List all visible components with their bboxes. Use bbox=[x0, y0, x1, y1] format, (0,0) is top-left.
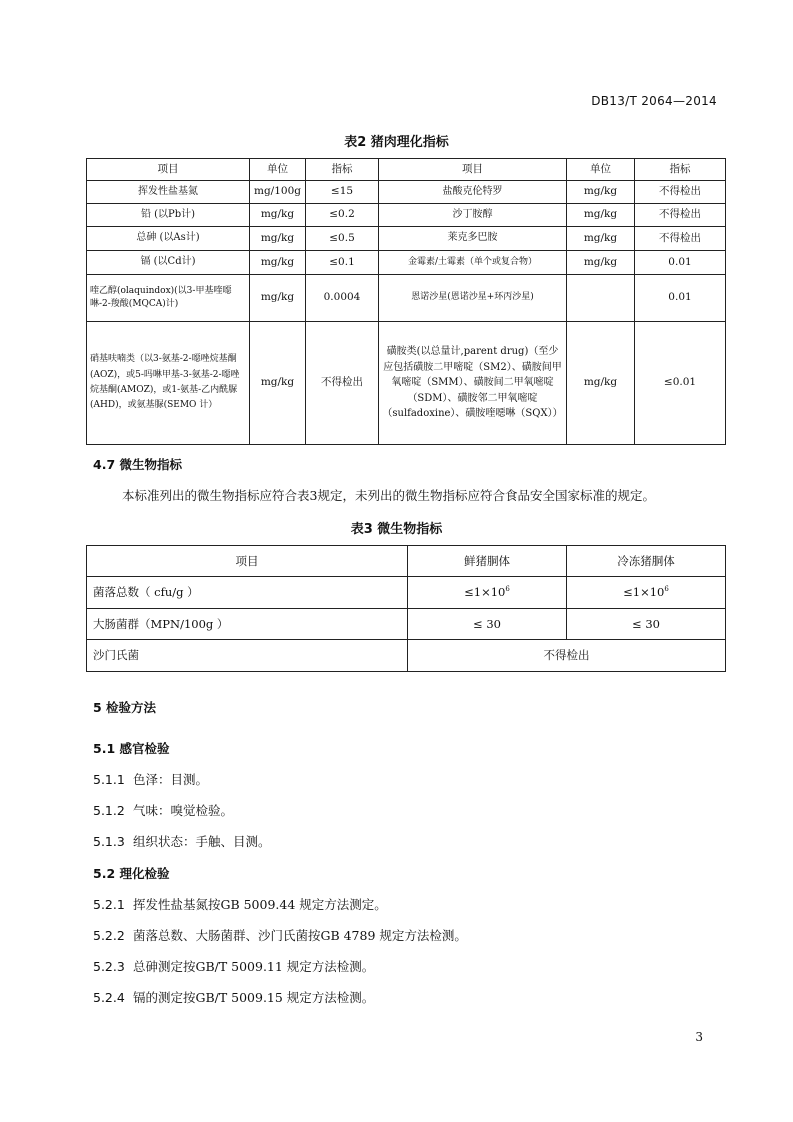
table-cell: mg/kg bbox=[567, 227, 635, 251]
value-text: ≤1×10 bbox=[464, 585, 506, 600]
list-item bbox=[93, 801, 233, 819]
list-item bbox=[93, 957, 374, 975]
table2-caption: 表2 猪肉理化指标 bbox=[344, 135, 449, 150]
header-cell: 单位 bbox=[250, 159, 306, 181]
table-cell bbox=[567, 577, 726, 609]
table-cell: ≤0.1 bbox=[306, 251, 379, 275]
standard-code: DB13/T 2064—2014 bbox=[591, 94, 717, 108]
clause-text: 挥发性盐基氮按GB 5009.44 规定方法测定。 bbox=[132, 897, 387, 912]
table-cell: 不得检出 bbox=[635, 204, 726, 227]
clause-text: 总砷测定按GB/T 5009.11 规定方法检测。 bbox=[132, 959, 375, 974]
header-cell: 指标 bbox=[306, 159, 379, 181]
clause-text: 组织状态：手触、目测。 bbox=[132, 834, 271, 849]
clause-number: 5.2.1 bbox=[93, 897, 125, 912]
table-header-row bbox=[87, 546, 726, 577]
table-row bbox=[87, 577, 726, 609]
table-cell: 不得检出 bbox=[635, 181, 726, 204]
list-item bbox=[93, 988, 374, 1006]
table3-caption: 表3 微生物指标 bbox=[350, 522, 443, 537]
table-cell: 0.01 bbox=[635, 251, 726, 275]
table-header-row bbox=[87, 159, 726, 181]
table-cell: 莱克多巴胺 bbox=[379, 227, 567, 251]
exponent: 6 bbox=[664, 585, 669, 594]
list-item bbox=[93, 926, 467, 944]
clause-number: 5.2.3 bbox=[93, 959, 125, 974]
table-cell: 沙门氏菌 bbox=[87, 640, 408, 672]
section-5-heading: 5 检验方法 bbox=[93, 700, 157, 715]
table-cell: 挥发性盐基氮 bbox=[87, 181, 250, 204]
table-row bbox=[87, 227, 726, 251]
section-4-7-text: 本标准列出的微生物指标应符合表3规定，未列出的微生物指标应符合食品安全国家标准的规定。 bbox=[122, 488, 655, 503]
value-text: ≤1×10 bbox=[623, 585, 665, 600]
clause-text: 镉的测定按GB/T 5009.15 规定方法检测。 bbox=[132, 990, 375, 1005]
table-cell: 金霉素/土霉素（单个或复合物） bbox=[379, 251, 567, 275]
table-cell: 不得检出 bbox=[408, 640, 726, 672]
table-cell: mg/kg bbox=[250, 322, 306, 445]
table-row bbox=[87, 609, 726, 640]
table-cell: 硝基呋喃类（以3-氨基-2-噁唑烷基酮(AOZ)，或5-吗啉甲基-3-氨基-2-噁唑烷基酮(AMOZ)，或1-氨基-乙内酰脲(AHD)，或氨基脲(SEMO 计） bbox=[87, 322, 250, 445]
table-cell: 不得检出 bbox=[306, 322, 379, 445]
table-cell: ≤ 30 bbox=[408, 609, 567, 640]
table-cell: ≤0.5 bbox=[306, 227, 379, 251]
clause-number: 5.2.4 bbox=[93, 990, 125, 1005]
list-item bbox=[93, 832, 270, 850]
table-row bbox=[87, 204, 726, 227]
table-cell: ≤ 30 bbox=[567, 609, 726, 640]
table3-microbiological bbox=[86, 545, 726, 672]
table-cell: mg/kg bbox=[567, 322, 635, 445]
table-cell bbox=[567, 275, 635, 322]
section-5-1-heading: 5.1 感官检验 bbox=[93, 741, 170, 756]
clause-number: 5.1.3 bbox=[93, 834, 125, 849]
table-cell: 菌落总数（ cfu/g ） bbox=[87, 577, 408, 609]
table-cell: ≤0.01 bbox=[635, 322, 726, 445]
table-cell: 0.01 bbox=[635, 275, 726, 322]
table-row bbox=[87, 181, 726, 204]
table-cell: mg/100g bbox=[250, 181, 306, 204]
table-cell: ≤15 bbox=[306, 181, 379, 204]
clause-text: 菌落总数、大肠菌群、沙门氏菌按GB 4789 规定方法检测。 bbox=[132, 928, 467, 943]
table-cell: 恩诺沙星(恩诺沙星+环丙沙星) bbox=[379, 275, 567, 322]
clause-number: 5.2.2 bbox=[93, 928, 125, 943]
table-row bbox=[87, 251, 726, 275]
table-cell: 磺胺类(以总量计,parent drug)（至少应包括磺胺二甲嘧啶（SM2）、磺胺间甲氧嘧啶（SMM）、磺胺间二甲氧嘧啶（SDM）、磺胺邻二甲氧嘧啶（sulfadoxine）、磺胺喹噁啉（SQX）） bbox=[379, 322, 567, 445]
table-cell: mg/kg bbox=[250, 227, 306, 251]
table-cell: mg/kg bbox=[250, 251, 306, 275]
table-cell: 总砷 (以As计) bbox=[87, 227, 250, 251]
clause-number: 5.1.2 bbox=[93, 803, 125, 818]
table-cell: mg/kg bbox=[250, 275, 306, 322]
header-cell: 项目 bbox=[87, 159, 250, 181]
list-item bbox=[93, 895, 387, 913]
table-row bbox=[87, 275, 726, 322]
table-cell: mg/kg bbox=[567, 204, 635, 227]
table-cell: 喹乙醇(olaquindox)(以3-甲基喹噁啉-2-羧酸(MQCA)计) bbox=[87, 275, 250, 322]
table-row bbox=[87, 640, 726, 672]
section-4-7-heading: 4.7 微生物指标 bbox=[93, 457, 182, 472]
table-cell: 盐酸克伦特罗 bbox=[379, 181, 567, 204]
table-cell: 大肠菌群（MPN/100g ） bbox=[87, 609, 408, 640]
table-cell: ≤0.2 bbox=[306, 204, 379, 227]
table-cell: mg/kg bbox=[250, 204, 306, 227]
section-5-2-heading: 5.2 理化检验 bbox=[93, 866, 170, 881]
table-cell: 铅 (以Pb计) bbox=[87, 204, 250, 227]
table-cell bbox=[408, 577, 567, 609]
table2-physicochemical bbox=[86, 158, 726, 445]
table-cell: 沙丁胺醇 bbox=[379, 204, 567, 227]
header-cell: 鲜猪胴体 bbox=[408, 546, 567, 577]
table-cell: 0.0004 bbox=[306, 275, 379, 322]
header-cell: 项目 bbox=[379, 159, 567, 181]
header-cell: 项目 bbox=[87, 546, 408, 577]
list-item bbox=[93, 770, 208, 788]
page-number: 3 bbox=[695, 1030, 703, 1044]
table-row bbox=[87, 322, 726, 445]
table-cell: 镉 (以Cd计) bbox=[87, 251, 250, 275]
table-cell: 不得检出 bbox=[635, 227, 726, 251]
clause-text: 色泽：目测。 bbox=[132, 772, 208, 787]
table-cell: mg/kg bbox=[567, 251, 635, 275]
header-cell: 指标 bbox=[635, 159, 726, 181]
table-cell: mg/kg bbox=[567, 181, 635, 204]
header-cell: 冷冻猪胴体 bbox=[567, 546, 726, 577]
header-cell: 单位 bbox=[567, 159, 635, 181]
clause-number: 5.1.1 bbox=[93, 772, 125, 787]
exponent: 6 bbox=[505, 585, 510, 594]
clause-text: 气味：嗅觉检验。 bbox=[132, 803, 233, 818]
